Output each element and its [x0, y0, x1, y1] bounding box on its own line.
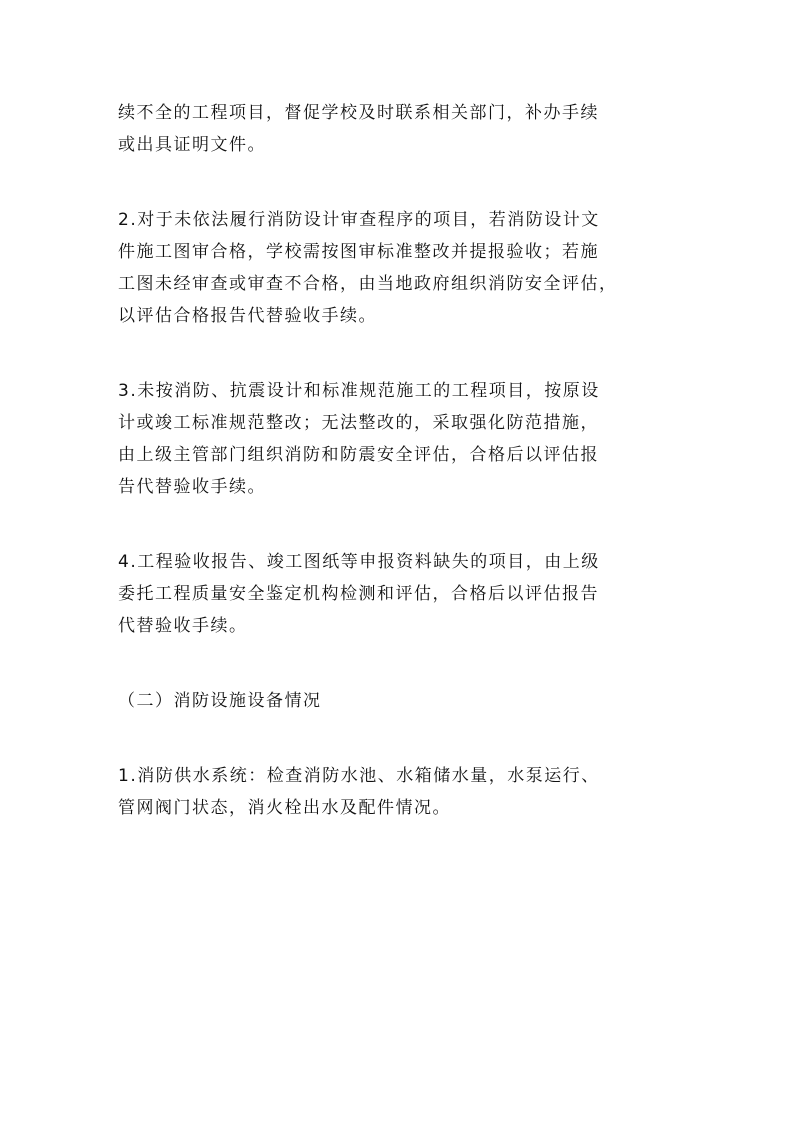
section-heading — [118, 685, 698, 717]
text-line: 由上级主管部门组织消防和防震安全评估，合格后以评估报 — [118, 445, 599, 465]
text-line: 2.对于未依法履行消防设计审查程序的项目，若消防设计文 — [118, 210, 600, 230]
text-line: 管网阀门状态，消火栓出水及配件情况。 — [118, 798, 451, 818]
paragraph-item-4 — [118, 546, 698, 642]
text-line: 以评估合格报告代替验收手续。 — [118, 306, 377, 326]
paragraph-item-1 — [118, 760, 698, 824]
text-line: 件施工图审合格，学校需按图审标准整改并提报验收；若施 — [118, 242, 599, 262]
text-line: 1.消防供水系统：检查消防水池、水箱储水量，水泵运行、 — [118, 766, 600, 786]
heading-text: （二）消防设施设备情况 — [118, 691, 322, 711]
text-line: 计或竣工标准规范整改；无法整改的，采取强化防范措施， — [118, 413, 599, 433]
text-line: 代替验收手续。 — [118, 616, 248, 636]
text-line: 或出具证明文件。 — [118, 135, 266, 155]
text-line: 工图未经审查或审查不合格，由当地政府组织消防安全评估， — [118, 274, 618, 294]
paragraph-continuation — [118, 97, 698, 161]
paragraph-item-3 — [118, 375, 698, 503]
text-line: 3.未按消防、抗震设计和标准规范施工的工程项目，按原设 — [118, 381, 600, 401]
text-line: 委托工程质量安全鉴定机构检测和评估，合格后以评估报告 — [118, 584, 599, 604]
paragraph-item-2 — [118, 204, 698, 332]
text-line: 告代替验收手续。 — [118, 477, 266, 497]
text-line: 4.工程验收报告、竣工图纸等申报资料缺失的项目，由上级 — [118, 552, 600, 572]
document-body — [118, 97, 698, 867]
text-line: 续不全的工程项目，督促学校及时联系相关部门，补办手续 — [118, 103, 599, 123]
